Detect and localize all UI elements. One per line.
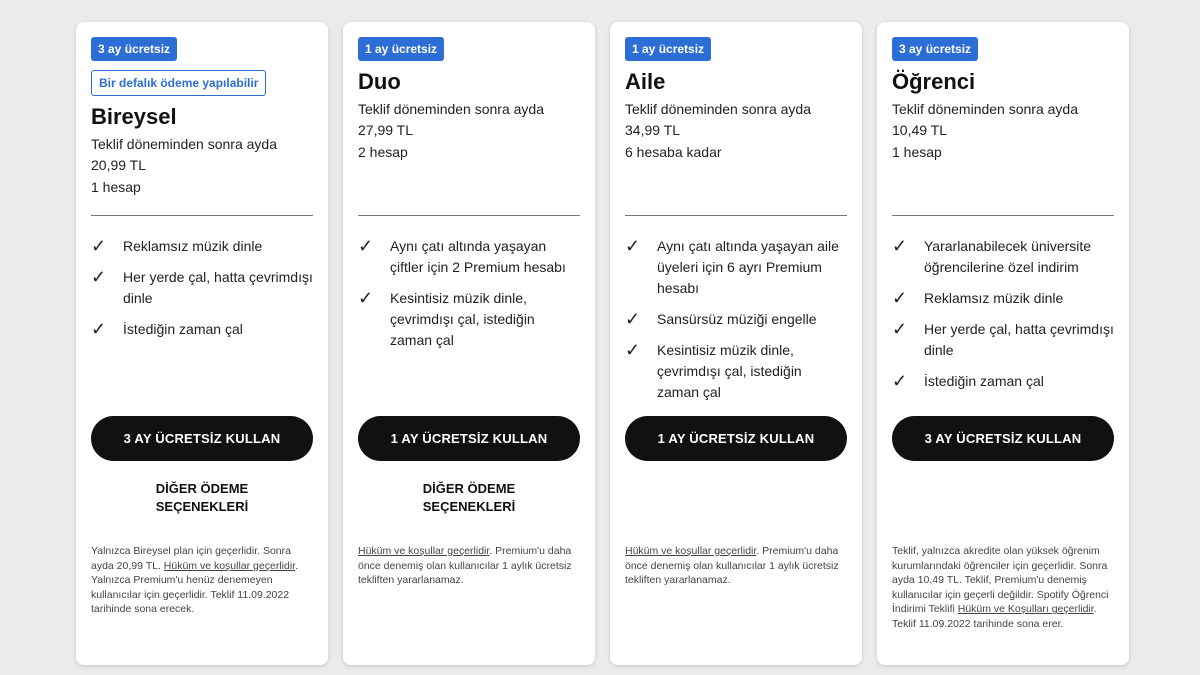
feature-list xyxy=(892,236,1114,402)
start-trial-button[interactable]: 3 AY ÜCRETSİZ KULLAN xyxy=(91,416,313,461)
terms-text xyxy=(625,544,847,588)
plan-title: Öğrenci xyxy=(892,69,976,94)
divider xyxy=(358,215,580,216)
terms-text xyxy=(892,544,1114,632)
terms-post: . Premium'u daha önce denemiş olan kullanıcılar 1 aylık ücretsiz tekliften yararlanamaz. xyxy=(358,545,572,587)
terms-text xyxy=(358,544,580,588)
feature-item xyxy=(358,288,580,351)
check-icon: ✓ xyxy=(358,288,374,308)
plan-title: Bireysel xyxy=(91,104,177,129)
terms-link[interactable]: Hüküm ve koşullar geçerlidir xyxy=(358,545,490,557)
feature-text: Yararlanabilecek üniversite öğrencilerine özel indirim xyxy=(924,238,1092,275)
feature-list xyxy=(625,236,847,413)
check-icon: ✓ xyxy=(625,236,641,256)
accounts: 6 hesaba kadar xyxy=(625,144,722,160)
feature-text: Aynı çatı altında yaşayan çiftler için 2 Premium hesabı xyxy=(390,238,566,275)
feature-text: Aynı çatı altında yaşayan aile üyeleri için 6 ayrı Premium hesabı xyxy=(657,238,839,296)
free-trial-badge: 3 ay ücretsiz xyxy=(892,37,978,61)
terms-post: . Premium'u daha önce denemiş olan kullanıcılar 1 aylık ücretsiz tekliften yararlanamaz. xyxy=(625,545,839,587)
feature-text: Kesintisiz müzik dinle, çevrimdışı çal, istediğin zaman çal xyxy=(390,290,535,348)
one-time-payment-badge: Bir defalık ödeme yapılabilir xyxy=(91,70,266,96)
terms-text xyxy=(91,544,313,617)
other-payment-options-link[interactable] xyxy=(91,480,313,516)
feature-text: İstediğin zaman çal xyxy=(924,373,1044,389)
feature-text: Reklamsız müzik dinle xyxy=(924,290,1064,306)
check-icon: ✓ xyxy=(892,371,908,391)
feature-text: İstediğin zaman çal xyxy=(123,321,243,337)
plan-title: Duo xyxy=(358,69,401,94)
feature-list xyxy=(358,236,580,361)
start-trial-button[interactable]: 3 AY ÜCRETSİZ KULLAN xyxy=(892,416,1114,461)
feature-item xyxy=(625,309,847,330)
accounts: 1 hesap xyxy=(91,179,141,195)
free-trial-badge: 1 ay ücretsiz xyxy=(625,37,711,61)
feature-text: Her yerde çal, hatta çevrimdışı dinle xyxy=(924,321,1114,358)
feature-item xyxy=(625,236,847,299)
price: 34,99 TL xyxy=(625,122,681,138)
accounts: 1 hesap xyxy=(892,144,942,160)
check-icon: ✓ xyxy=(892,319,908,339)
feature-text: Her yerde çal, hatta çevrimdışı dinle xyxy=(123,269,313,306)
check-icon: ✓ xyxy=(892,236,908,256)
divider xyxy=(91,215,313,216)
divider xyxy=(892,215,1114,216)
check-icon: ✓ xyxy=(892,288,908,308)
free-trial-badge: 3 ay ücretsiz xyxy=(91,37,177,61)
feature-item xyxy=(91,267,313,309)
other-payment-options-label[interactable]: DİĞER ÖDEME SEÇENEKLERİ xyxy=(422,481,516,514)
feature-list xyxy=(91,236,313,350)
price-description: Teklif döneminden sonra ayda xyxy=(91,136,278,152)
accounts: 2 hesap xyxy=(358,144,408,160)
price-description: Teklif döneminden sonra ayda xyxy=(625,101,812,117)
other-payment-options-link[interactable] xyxy=(358,480,580,516)
terms-post: . Yalnızca Premium'u henüz denemeyen kullanıcılar için geçerlidir. Teklif 11.09.2022 tarihinde sona erecek. xyxy=(91,559,299,616)
plan-card-1 xyxy=(343,22,595,665)
feature-item xyxy=(625,340,847,403)
terms-link[interactable]: Hüküm ve Koşulları geçerlidir xyxy=(957,603,1094,616)
price-description: Teklif döneminden sonra ayda xyxy=(892,101,1079,117)
plan-card-2 xyxy=(610,22,862,665)
feature-text: Sansürsüz müziği engelle xyxy=(657,311,817,327)
divider xyxy=(625,215,847,216)
check-icon: ✓ xyxy=(625,309,641,329)
plan-title: Aile xyxy=(625,69,666,94)
plan-card-3 xyxy=(877,22,1129,665)
feature-item xyxy=(892,288,1114,309)
price: 20,99 TL xyxy=(91,157,147,173)
check-icon: ✓ xyxy=(91,319,107,339)
check-icon: ✓ xyxy=(91,236,107,256)
other-payment-options-label[interactable]: DİĞER ÖDEME SEÇENEKLERİ xyxy=(155,481,249,514)
check-icon: ✓ xyxy=(625,340,641,360)
feature-item xyxy=(892,319,1114,361)
check-icon: ✓ xyxy=(358,236,374,256)
feature-text: Kesintisiz müzik dinle, çevrimdışı çal, istediğin zaman çal xyxy=(657,342,802,400)
feature-item xyxy=(91,236,313,257)
plan-card-0 xyxy=(76,22,328,665)
feature-item xyxy=(892,371,1114,392)
feature-item xyxy=(892,236,1114,278)
terms-link[interactable]: Hüküm ve koşullar geçerlidir xyxy=(163,559,296,572)
terms-link[interactable]: Hüküm ve koşullar geçerlidir xyxy=(625,545,757,557)
price: 27,99 TL xyxy=(358,122,414,138)
price: 10,49 TL xyxy=(892,122,948,138)
free-trial-badge: 1 ay ücretsiz xyxy=(358,37,444,61)
feature-item xyxy=(358,236,580,278)
feature-text: Reklamsız müzik dinle xyxy=(123,238,263,254)
start-trial-button[interactable]: 1 AY ÜCRETSİZ KULLAN xyxy=(625,416,847,461)
start-trial-button[interactable]: 1 AY ÜCRETSİZ KULLAN xyxy=(358,416,580,461)
terms-post: . Teklif 11.09.2022 tarihinde sona erer. xyxy=(892,603,1097,630)
terms-pre: Yalnızca Bireysel plan için geçerlidir. Sonra ayda 20,99 TL. xyxy=(91,545,291,572)
price-description: Teklif döneminden sonra ayda xyxy=(358,101,545,117)
terms-pre: Teklif, yalnızca akredite olan yüksek öğrenim kurumlarındaki öğrenciler için geçerlidir. Sonra ayda 10,49 TL. Teklif, Premium'u denemiş kullanıcılar için geçerli değildir. Spotify Öğrenci İndirimi Teklifi xyxy=(892,545,1109,616)
check-icon: ✓ xyxy=(91,267,107,287)
feature-item xyxy=(91,319,313,340)
